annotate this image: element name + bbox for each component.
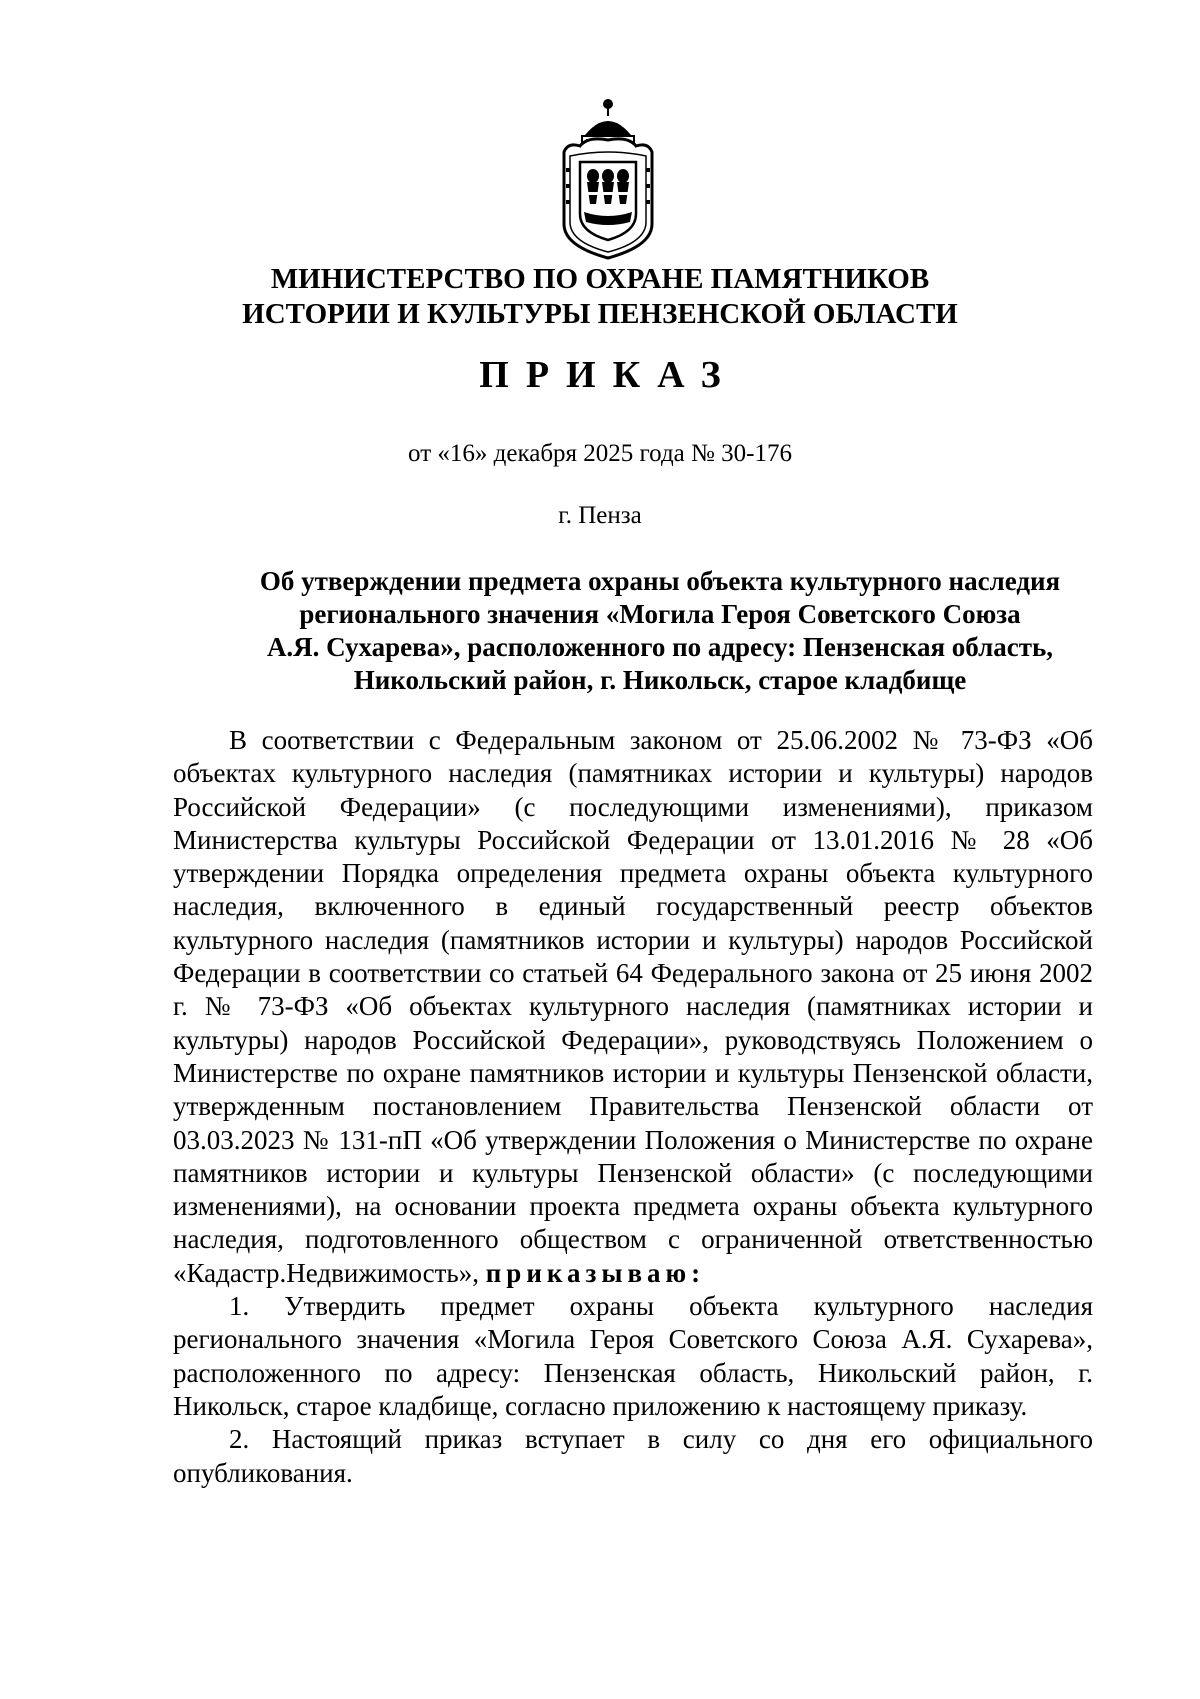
subject-line: А.Я. Сухарева», расположенного по адресу: Пензенская область,	[266, 632, 1054, 662]
order-body	[173, 724, 1093, 1490]
order-item-2: 2. Настоящий приказ вступает в силу со дня его официального опубликования.	[173, 1424, 1093, 1488]
subject-line: Об утверждении предмета охраны объекта культурного наследия	[259, 566, 1061, 596]
order-date-number: от «16» декабря 2025 года № 30-176	[408, 440, 792, 467]
ministry-name-line1: МИНИСТЕРСТВО ПО ОХРАНЕ ПАМЯТНИКОВ	[270, 263, 930, 295]
decree-word: приказываю:	[485, 1257, 706, 1288]
order-subject	[220, 565, 1100, 697]
subject-line: Никольский район, г. Никольск, старое кладбище	[353, 665, 967, 695]
preamble-text: В соответствии с Федеральным законом от 25.06.2002 № 73-ФЗ «Об объектах культурного наследия (памятниках истории и культуры) народов Российской Федерации» (с последующими изменениями), приказом Министерства культуры Российской Федерации от 13.01.2016 № 28 «Об утверждении Порядка определения предмета охраны объекта культурного наследия, включенного в единый государственный реестр объектов культурного наследия (памятников истории и культуры) народов Российской Федерации в соответствии со статьей 64 Федерального закона от 25 июня 2002 г. № 73-ФЗ «Об объектах культурного наследия (памятниках истории и культуры) народов Российской Федерации», руководствуясь Положением о Министерстве по охране памятников истории и культуры Пензенской области, утвержденным постановлением Правительства Пензенской области от 03.03.2023 № 131-пП «Об утверждении Положения о Министерстве по охране памятников истории и культуры Пензенской области» (с последующими изменениями), на основании проекта предмета охраны объекта культурного наследия, подготовленного обществом с ограниченной ответственностью «Кадастр.Недвижимость»,	[173, 725, 1093, 1288]
subject-line: регионального значения «Могила Героя Советского Союза	[299, 599, 1021, 629]
preamble-paragraph	[173, 724, 1093, 1290]
regional-coat-of-arms-icon	[558, 96, 658, 262]
order-item-1: 1. Утвердить предмет охраны объекта культурного наследия регионального значения «Могила Героя Советского Союза А.Я. Сухарева», расположенного по адресу: Пензенская область, Никольский район, г. Никольск, старое кладбище, согласно приложению к настоящему приказу.	[173, 1291, 1093, 1421]
order-city: г. Пенза	[558, 502, 642, 529]
ministry-name-line2: ИСТОРИИ И КУЛЬТУРЫ ПЕНЗЕНСКОЙ ОБЛАСТИ	[242, 298, 958, 330]
ministry-name	[150, 262, 1050, 332]
document-title: ПРИКАЗ	[479, 354, 738, 396]
